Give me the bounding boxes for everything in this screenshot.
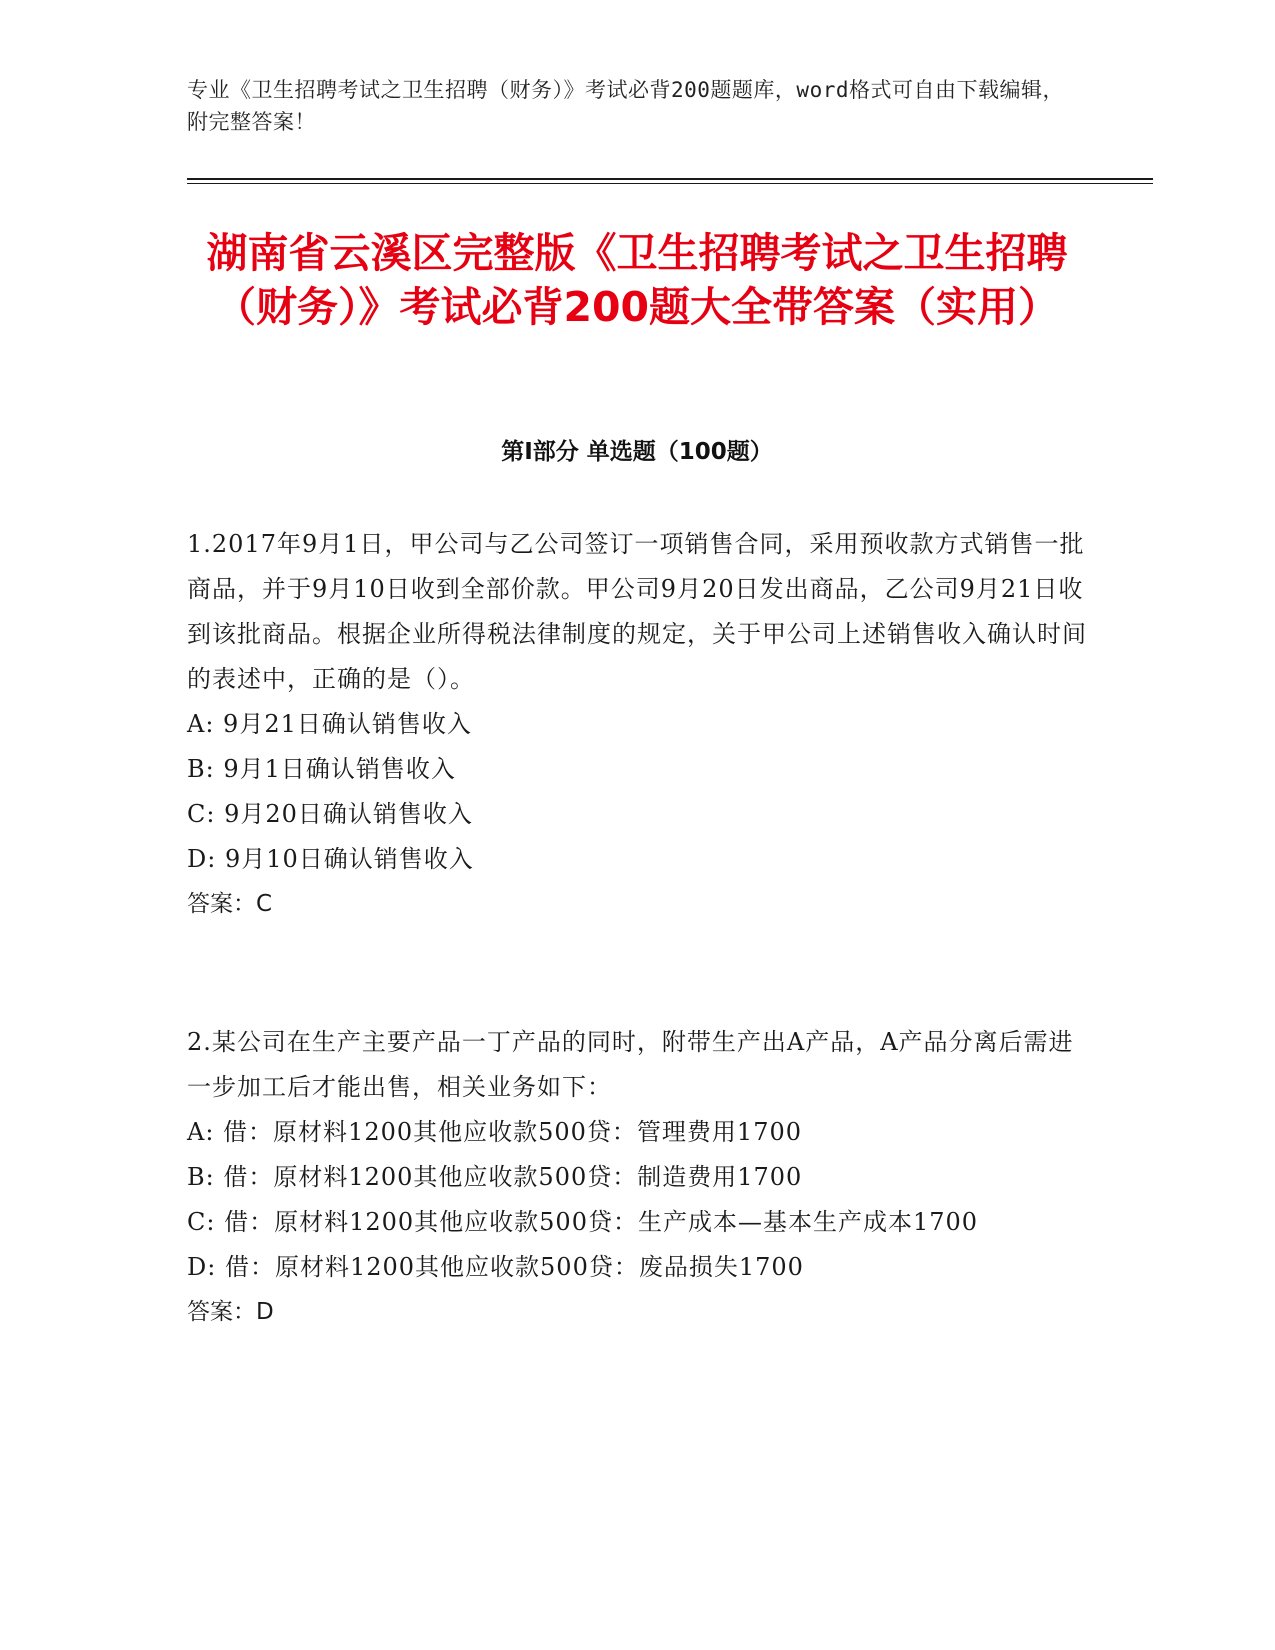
document-title: 湖南省云溪区完整版《卫生招聘考试之卫生招聘（财务）》考试必背200题大全带答案（实用）: [206, 229, 1068, 331]
option-b: B: 9月1日确认销售收入: [187, 755, 456, 783]
header-note: 专业《卫生招聘考试之卫生招聘（财务）》考试必背200题题库，word格式可自由下载编辑，附完整答案！: [187, 78, 1064, 134]
option-c: C: 借：原材料1200其他应收款500贷：生产成本—基本生产成本1700: [187, 1208, 979, 1236]
question-1: [187, 522, 1087, 927]
option-a: A: 9月21日确认销售收入: [187, 710, 472, 738]
question-2: [187, 1020, 1087, 1335]
option-c: C: 9月20日确认销售收入: [187, 800, 473, 828]
section-title: 第Ⅰ部分 单选题（100题）: [501, 439, 773, 465]
option-b: B: 借：原材料1200其他应收款500贷：制造费用1700: [187, 1163, 803, 1191]
option-d: D: 9月10日确认销售收入: [187, 845, 474, 873]
answer: 答案：D: [187, 1299, 274, 1325]
option-d: D: 借：原材料1200其他应收款500贷：废品损失1700: [187, 1253, 804, 1281]
header-divider-thin: [187, 183, 1153, 184]
option-a: A: 借：原材料1200其他应收款500贷：管理费用1700: [187, 1118, 803, 1146]
question-stem: 2.某公司在生产主要产品一丁产品的同时，附带生产出A产品，A产品分离后需进一步加工后才能出售，相关业务如下：: [187, 1028, 1074, 1101]
question-stem: 1.2017年9月1日，甲公司与乙公司签订一项销售合同，采用预收款方式销售一批商品，并于9月10日收到全部价款。甲公司9月20日发出商品，乙公司9月21日收到该批商品。根据企业所得税法律制度的规定，关于甲公司上述销售收入确认时间的表述中，正确的是（）。: [187, 530, 1087, 693]
answer: 答案：C: [187, 891, 273, 917]
header-divider: [187, 178, 1153, 180]
